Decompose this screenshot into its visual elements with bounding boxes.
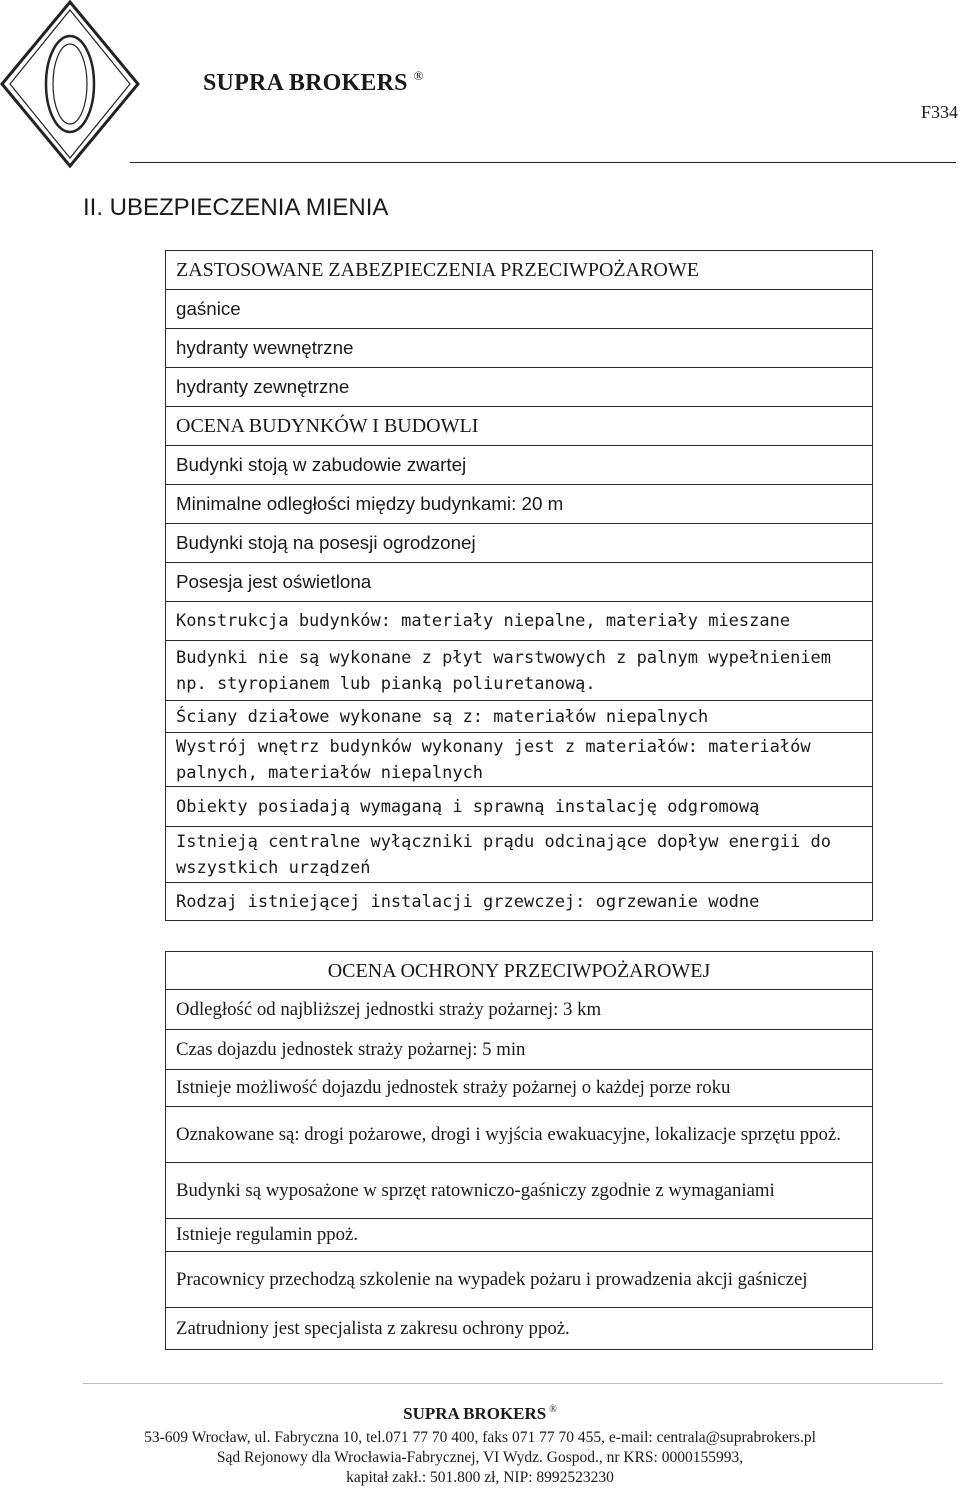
table-row: gaśnice — [166, 290, 873, 329]
table-row: Obiekty posiadają wymaganą i sprawną instalację odgromową — [166, 787, 873, 827]
table-row: Budynki nie są wykonane z płyt warstwowych z palnym wypełnieniem np. styropianem lub pianką poliuretanową. — [166, 641, 873, 701]
table-row: Konstrukcja budynków: materiały niepalne, materiały mieszane — [166, 602, 873, 641]
table-row: hydranty zewnętrzne — [166, 368, 873, 407]
table-row: Budynki stoją na posesji ogrodzonej — [166, 524, 873, 563]
footer-capital: kapitał zakł.: 501.800 zł, NIP: 8992523230 — [346, 1469, 614, 1486]
table-row: hydranty wewnętrzne — [166, 329, 873, 368]
table-row: Pracownicy przechodzą szkolenie na wypadek pożaru i prowadzenia akcji gaśniczej — [166, 1252, 873, 1308]
table-row: Budynki są wyposażone w sprzęt ratowniczo-gaśniczy zgodnie z wymaganiami — [166, 1163, 873, 1219]
table-row: Odległość od najbliższej jednostki straży pożarnej: 3 km — [166, 990, 873, 1030]
table-row: Istnieje możliwość dojazdu jednostek straży pożarnej o każdej porze roku — [166, 1070, 873, 1107]
fire-protection-table — [165, 250, 873, 921]
table-row: Ściany działowe wykonane są z: materiałów niepalnych — [166, 701, 873, 733]
table-row: Istnieją centralne wyłączniki prądu odcinające dopływ energii do wszystkich urządzeń — [166, 827, 873, 883]
fire-protection-assessment-table — [165, 951, 873, 1350]
table-row-header: OCENA BUDYNKÓW I BUDOWLI — [166, 407, 873, 446]
table-row: Minimalne odległości między budynkami: 20 m — [166, 485, 873, 524]
footer-registry: Sąd Rejonowy dla Wrocławia-Fabrycznej, VI Wydz. Gospod., nr KRS: 0000155993, — [216, 1449, 744, 1466]
table-row: Zatrudniony jest specjalista z zakresu ochrony ppoż. — [166, 1308, 873, 1350]
table-row: Oznakowane są: drogi pożarowe, drogi i wyjścia ewakuacyjne, lokalizacje sprzętu ppoż. — [166, 1107, 873, 1163]
section-title: II. UBEZPIECZENIA MIENIA — [83, 194, 389, 221]
footer-brand: SUPRA BROKERS ® — [403, 1404, 557, 1423]
footer-address: 53-609 Wrocław, ul. Fabryczna 10, tel.071 77 70 400, faks 071 77 70 455, e-mail: centrala@suprabrokers.pl — [144, 1429, 816, 1446]
table-row-header: ZASTOSOWANE ZABEZPIECZENIA PRZECIWPOŻAROWE — [166, 251, 873, 290]
footer-divider — [83, 1383, 943, 1384]
table-row: Wystrój wnętrz budynków wykonany jest z materiałów: materiałów palnych, materiałów niepalnych — [166, 733, 873, 787]
table-row: Istnieje regulamin ppoż. — [166, 1219, 873, 1252]
table-row: Budynki stoją w zabudowie zwartej — [166, 446, 873, 485]
table-row-header: OCENA OCHRONY PRZECIWPOŻAROWEJ — [166, 952, 873, 990]
supra-brokers-logo — [0, 0, 200, 170]
table-row: Posesja jest oświetlona — [166, 563, 873, 602]
table-row: Rodzaj istniejącej instalacji grzewczej: ogrzewanie wodne — [166, 883, 873, 921]
document-code: F334 — [920, 102, 958, 122]
brand-name: SUPRA BROKERS ® — [203, 68, 424, 96]
table-row: Czas dojazdu jednostek straży pożarnej: 5 min — [166, 1030, 873, 1070]
header-divider — [130, 162, 956, 163]
